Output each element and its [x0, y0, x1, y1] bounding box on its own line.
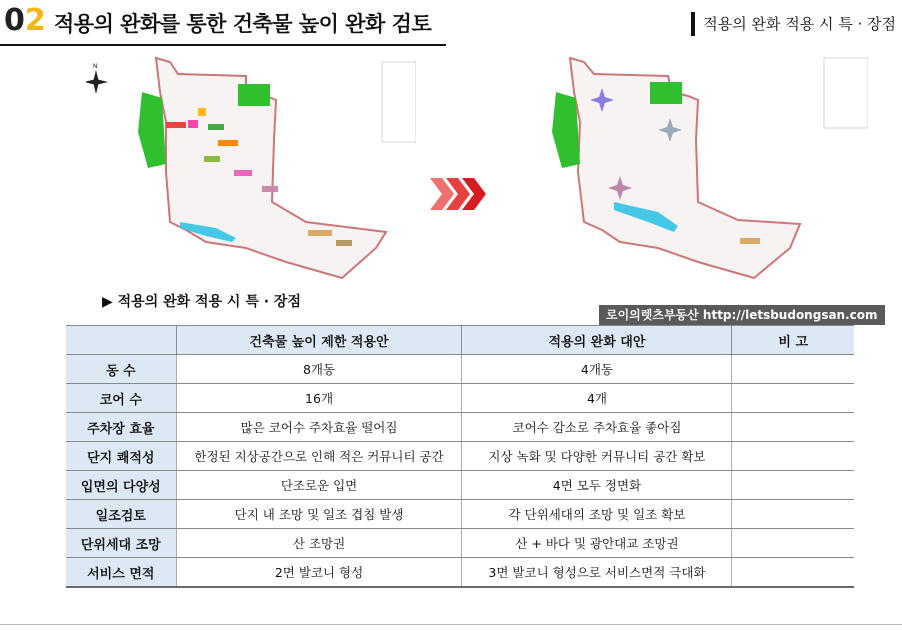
- green-park-top: [238, 84, 270, 106]
- section-number-second: 2: [24, 3, 46, 38]
- chevron-right-icon: [430, 174, 490, 214]
- table-cell: 2면 발코니 형성: [176, 558, 462, 588]
- table-cell: [732, 442, 854, 471]
- row-header: 코어 수: [66, 384, 176, 413]
- table-cell: 지상 녹화 및 다양한 커뮤니티 공간 확보: [462, 442, 732, 471]
- row-header: 단지 쾌적성: [66, 442, 176, 471]
- table-cell: 4면 모두 정면화: [462, 471, 732, 500]
- site-plan-relaxation: [528, 52, 868, 288]
- footer-rule: [0, 624, 902, 625]
- watermark: 로이의렛츠부동산 http://letsbudongsan.com: [599, 305, 885, 325]
- row-header: 서비스 면적: [66, 558, 176, 588]
- section-number: [4, 4, 46, 38]
- table-row: [66, 413, 854, 442]
- table-row: [66, 355, 854, 384]
- column-header: [66, 326, 176, 355]
- table-cell: 단조로운 입면: [176, 471, 462, 500]
- table-cell: 4개동: [462, 355, 732, 384]
- table-cell: 단지 내 조망 및 일조 겹침 발생: [176, 500, 462, 529]
- table-row: [66, 471, 854, 500]
- row-header: 동 수: [66, 355, 176, 384]
- table-cell: [732, 355, 854, 384]
- north-arrow-icon: [86, 63, 108, 94]
- row-header: 단위세대 조망: [66, 529, 176, 558]
- row-header: 입면의 다양성: [66, 471, 176, 500]
- plan-legend: [382, 62, 416, 142]
- table-cell: [732, 529, 854, 558]
- column-header: 적용의 완화 대안: [462, 326, 732, 355]
- column-header: 건축물 높이 제한 적용안: [176, 326, 462, 355]
- table-cell: 16개: [176, 384, 462, 413]
- green-park-left: [552, 92, 580, 168]
- table-header-row: [66, 326, 854, 355]
- table-row: [66, 442, 854, 471]
- table-cell: [732, 558, 854, 588]
- table-cell: [732, 471, 854, 500]
- header-rule: [0, 44, 446, 46]
- table-row: [66, 500, 854, 529]
- site-plan-height-limit: [86, 52, 416, 288]
- table-cell: 4개: [462, 384, 732, 413]
- row-header: 주차장 효율: [66, 413, 176, 442]
- site-boundary: [570, 58, 800, 278]
- table-cell: [732, 413, 854, 442]
- page-header: [0, 0, 902, 46]
- svg-text:N: N: [93, 63, 98, 70]
- table-cell: 산 + 바다 및 광안대교 조망권: [462, 529, 732, 558]
- table-row: [66, 384, 854, 413]
- table-cell: 8개동: [176, 355, 462, 384]
- green-park-top: [650, 82, 682, 104]
- table-cell: 코어수 감소로 주차효율 좋아짐: [462, 413, 732, 442]
- table-cell: 많은 코어수 주차효율 떨어짐: [176, 413, 462, 442]
- table-cell: 3면 발코니 형성으로 서비스면적 극대화: [462, 558, 732, 588]
- table-row: [66, 558, 854, 588]
- comparison-table: [66, 325, 854, 588]
- table-cell: 한정된 지상공간으로 인해 적은 커뮤니티 공간: [176, 442, 462, 471]
- column-header: 비 고: [732, 326, 854, 355]
- section-number-first: 0: [4, 3, 25, 38]
- table-cell: [732, 500, 854, 529]
- table-cell: [732, 384, 854, 413]
- table-cell: 산 조망권: [176, 529, 462, 558]
- table-row: [66, 529, 854, 558]
- green-park-left: [138, 92, 166, 168]
- page-title: 적용의 완화를 통한 건축물 높이 완화 검토: [54, 12, 432, 36]
- section-title: ▶ 적용의 완화 적용 시 특 · 장점: [102, 294, 301, 310]
- plan-legend: [824, 58, 868, 128]
- table-cell: 각 단위세대의 조망 및 일조 확보: [462, 500, 732, 529]
- row-header: 일조검토: [66, 500, 176, 529]
- page-subtitle: 적용의 완화 적용 시 특 · 장점: [691, 12, 896, 36]
